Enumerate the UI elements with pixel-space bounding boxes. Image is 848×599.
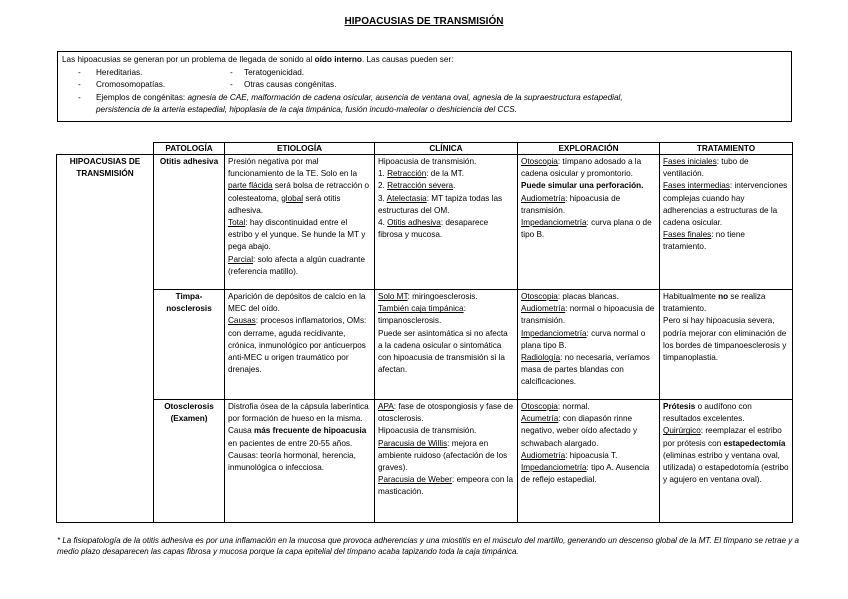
etiology-cell: Distrofia ósea de la cápsula laberíntica por formación de hueso en la misma. Causa más frecuente de hipoacusia en pacientes de entre 20-55 años. Causas: teoría hormonal, herencia, inmunológica o infecciosa. xyxy=(225,400,375,523)
treatment-cell: Habitualmente no se realiza tratamiento. Pero si hay hipoacusia severa, podría mejorar con eliminación de los bordes de timpanoesclerosis y timpanoplastia. xyxy=(660,290,793,400)
pathology-name: Timpa-nosclerosis xyxy=(154,290,225,400)
clinic-cell: Solo MT: miringoesclerosis. También caja timpánica: timpanosclerosis. Puede ser asintomática si no afecta a la cadena osicular o sintomática con hipoacusia de transmisión si la afectan. xyxy=(375,290,518,400)
category-cell: HIPOACUSIAS DE TRANSMISIÓN xyxy=(57,155,154,523)
header-clinica: CLÍNICA xyxy=(375,143,518,155)
etiology-cell: Presión negativa por mal funcionamiento de la TE. Solo en la parte flácida será bolsa de retracción o colesteatoma, global será otitis adhesiva. Total: hay discontinuidad entre el estribo y el yunque. Se hunde la MT y pega abajo. Parcial: solo afecta a algún cuadrante (referencia matillo). xyxy=(225,155,375,290)
intro-list-row: - Hereditarias. - Teratogenicidad. xyxy=(78,67,305,77)
clinic-cell: APA: fase de otospongiosis y fase de otosclerosis. Hipoacusia de transmisión. Paracusia de Willis: mejora en ambiente ruidoso (afectación de los graves). Paracusia de Weber: empeora con la masticación. xyxy=(375,400,518,523)
intro-box xyxy=(57,51,792,122)
pathology-name: Otitis adhesiva xyxy=(154,155,225,290)
intro-list-row: - Cromosomopatías. - Otras causas congénitas. xyxy=(78,80,337,90)
intro-list-cont: persistencia de la arteria estapedial, hipoplasia de la caja timpánica, fusión incudo-maleolar o deshiciencia del CCS. xyxy=(96,105,517,115)
table-header-row xyxy=(57,143,793,155)
clinic-cell: Hipoacusia de transmisión. 1. Retracción: de la MT. 2. Retracción severa. 3. Atelectasia: MT tapiza todas las estructuras del OM. 4. Otitis adhesiva: desaparece fibrosa y mucosa. xyxy=(375,155,518,290)
page-title: HIPOACUSIAS DE TRANSMISIÓN xyxy=(344,16,504,27)
header-tratamiento: TRATAMIENTO xyxy=(660,143,793,155)
header-empty xyxy=(57,143,154,155)
exploration-cell: Otoscopia: tímpano adosado a la cadena osicular y promontorio. Puede simular una perforación. Audiometría: hipoacusia de transmisión. Impedanciometría: curva plana o de tipo B. xyxy=(518,155,660,290)
treatment-cell: Fases iniciales: tubo de ventilación. Fases intermedias: intervenciones complejas cuando hay adherencias a estructuras de la cadena osicular. Fases finales: no tiene tratamiento. xyxy=(660,155,793,290)
header-exploracion: EXPLORACIÓN xyxy=(518,143,660,155)
exploration-cell: Otoscopia: placas blancas. Audiometría: normal o hipoacusia de transmisión. Impedanciometría: curva normal o plana tipo B. Radiología: no necesaria, veríamos masa de partes blandas con calcificaciones. xyxy=(518,290,660,400)
etiology-cell: Aparición de depósitos de calcio en la MEC del oído. Causas: procesos inflamatorios, OMs: con derrame, aguda recidivante, crónica, inmunológico por anticuerpos anti-MEC u origen traumático por drenajes. xyxy=(225,290,375,400)
exploration-cell: Otoscopia: normal. Acumetría: con diapasón rinne negativo, weber oído afectado y schwabach alargado. Audiometría: hipoacusia T. Impedanciometría: tipo A. Ausencia de reflejo estapedial. xyxy=(518,400,660,523)
intro-list-row: - Ejemplos de congénitas: agnesia de CAE, malformación de cadena osicular, ausencia de ventana oval, agnesia de la supraestructura estapedial, xyxy=(78,92,623,102)
header-etiologia: ETIOLOGÍA xyxy=(225,143,375,155)
table-row xyxy=(57,400,793,523)
treatment-cell: Prótesis o audífono con resultados excelentes. Quirúrgico: reemplazar el estribo por prótesis con estapedectomía (eliminas estribo y ventana oval, utilizada) o estapedotomía (estribo y agujero en ventana oval). xyxy=(660,400,793,523)
table-row xyxy=(57,155,793,290)
pathology-name: Otosclerosis (Examen) xyxy=(154,400,225,523)
footnote: * La fisiopatología de la otitis adhesiva es por una inflamación en la mucosa que provoca adherencias y una miostitis en el músculo del martillo, generando un descenso global de la MT. El tímpano se retrae y a medio plazo desaparecen las capas fibrosa y mucosa porque la capa epitelial del tímpano acaba tapizando toda la caja timpánica. xyxy=(57,536,799,557)
intro-line: Las hipoacusias se generan por un problema de llegada de sonido al oído interno. Las causas pueden ser: xyxy=(62,55,454,64)
pathology-table xyxy=(56,142,793,523)
header-patologia: PATOLOGÍA xyxy=(154,143,225,155)
table-row xyxy=(57,290,793,400)
